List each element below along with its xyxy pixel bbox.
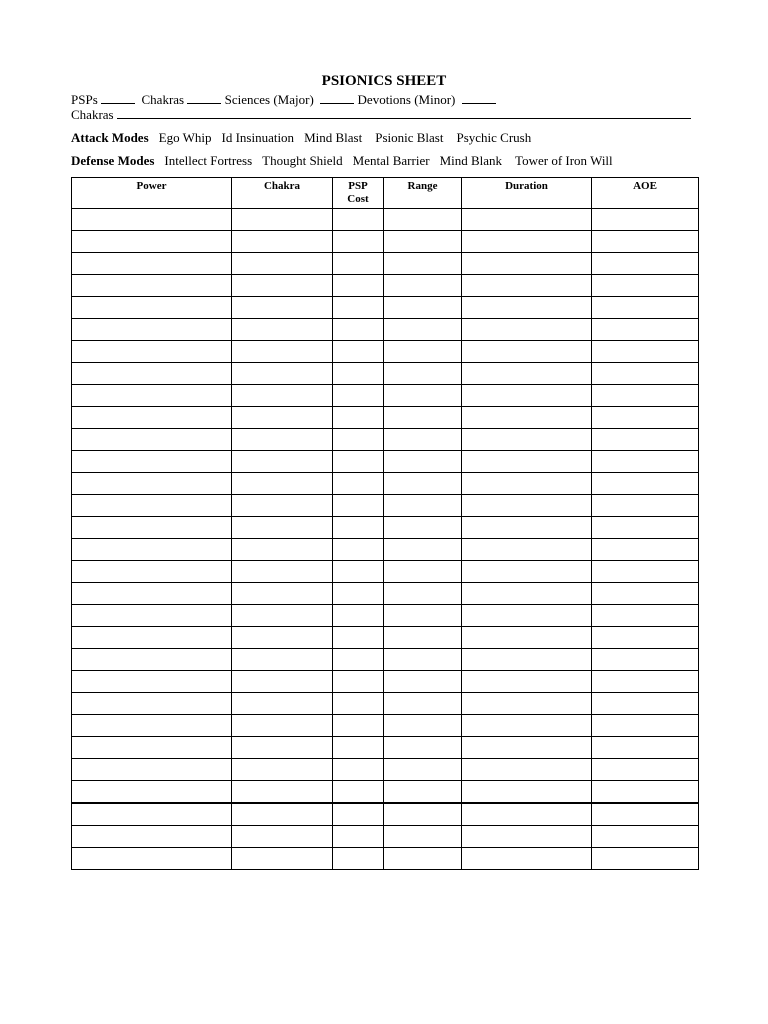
cell-range[interactable] — [384, 429, 462, 451]
cell-range[interactable] — [384, 848, 462, 870]
cell-duration[interactable] — [462, 826, 592, 848]
cell-duration[interactable] — [462, 848, 592, 870]
cell-range[interactable] — [384, 473, 462, 495]
cell-chakra[interactable] — [232, 275, 333, 297]
cell-psp-cost[interactable] — [333, 539, 384, 561]
defense-mode-item: Mental Barrier — [352, 153, 430, 168]
cell-range[interactable] — [384, 297, 462, 319]
table-row — [72, 561, 699, 583]
psps-label: PSPs — [71, 92, 98, 107]
cell-aoe[interactable] — [592, 363, 699, 385]
cell-chakra[interactable] — [232, 715, 333, 737]
cell-range[interactable] — [384, 539, 462, 561]
cell-psp-cost[interactable] — [333, 385, 384, 407]
cell-power[interactable] — [72, 715, 232, 737]
cell-duration[interactable] — [462, 253, 592, 275]
cell-duration[interactable] — [462, 473, 592, 495]
cell-duration[interactable] — [462, 605, 592, 627]
attack-mode-item: Psychic Crush — [456, 130, 532, 145]
cell-aoe[interactable] — [592, 627, 699, 649]
cell-aoe[interactable] — [592, 407, 699, 429]
table-row — [72, 209, 699, 231]
chakras-list-blank[interactable] — [117, 106, 691, 119]
table-row — [72, 319, 699, 341]
cell-chakra[interactable] — [232, 737, 333, 759]
defense-modes-label: Defense Modes — [71, 153, 155, 168]
page-title: PSIONICS SHEET — [321, 73, 447, 89]
cell-psp-cost[interactable] — [333, 759, 384, 781]
cell-duration[interactable] — [462, 649, 592, 671]
cell-power[interactable] — [72, 517, 232, 539]
attack-mode-item: Ego Whip — [158, 130, 212, 145]
cell-chakra[interactable] — [232, 209, 333, 231]
cell-psp-cost[interactable] — [333, 209, 384, 231]
cell-power[interactable] — [72, 451, 232, 473]
cell-chakra[interactable] — [232, 473, 333, 495]
cell-duration[interactable] — [462, 737, 592, 759]
cell-chakra[interactable] — [232, 539, 333, 561]
cell-power[interactable] — [72, 848, 232, 870]
cell-range[interactable] — [384, 803, 462, 826]
cell-chakra[interactable] — [232, 583, 333, 605]
cell-psp-cost[interactable] — [333, 517, 384, 539]
cell-psp-cost[interactable] — [333, 495, 384, 517]
cell-chakra[interactable] — [232, 517, 333, 539]
cell-psp-cost[interactable] — [333, 473, 384, 495]
cell-aoe[interactable] — [592, 231, 699, 253]
cell-range[interactable] — [384, 737, 462, 759]
table-row — [72, 407, 699, 429]
cell-range[interactable] — [384, 605, 462, 627]
cell-psp-cost[interactable] — [333, 341, 384, 363]
cell-range[interactable] — [384, 781, 462, 804]
cell-range[interactable] — [384, 209, 462, 231]
cell-power[interactable] — [72, 583, 232, 605]
cell-duration[interactable] — [462, 451, 592, 473]
cell-aoe[interactable] — [592, 781, 699, 804]
cell-psp-cost[interactable] — [333, 671, 384, 693]
cell-chakra[interactable] — [232, 319, 333, 341]
cell-range[interactable] — [384, 231, 462, 253]
cell-power[interactable] — [72, 561, 232, 583]
chakras-line — [71, 106, 691, 123]
table-row — [72, 848, 699, 870]
cell-chakra[interactable] — [232, 781, 333, 804]
cell-duration[interactable] — [462, 495, 592, 517]
attack-mode-item: Mind Blast — [304, 130, 363, 145]
cell-aoe[interactable] — [592, 671, 699, 693]
cell-chakra[interactable] — [232, 671, 333, 693]
cell-power[interactable] — [72, 473, 232, 495]
cell-chakra[interactable] — [232, 363, 333, 385]
cell-range[interactable] — [384, 671, 462, 693]
cell-power[interactable] — [72, 649, 232, 671]
cell-power[interactable] — [72, 605, 232, 627]
cell-chakra[interactable] — [232, 627, 333, 649]
header-power: Power — [72, 178, 232, 209]
cell-aoe[interactable] — [592, 341, 699, 363]
cell-psp-cost[interactable] — [333, 715, 384, 737]
cell-chakra[interactable] — [232, 561, 333, 583]
cell-aoe[interactable] — [592, 429, 699, 451]
cell-psp-cost[interactable] — [333, 848, 384, 870]
cell-aoe[interactable] — [592, 319, 699, 341]
cell-power[interactable] — [72, 275, 232, 297]
table-row — [72, 649, 699, 671]
table-row — [72, 341, 699, 363]
chakras-label: Chakras — [141, 92, 185, 107]
cell-psp-cost[interactable] — [333, 451, 384, 473]
chakras-line-label: Chakras — [71, 107, 114, 122]
cell-chakra[interactable] — [232, 451, 333, 473]
cell-range[interactable] — [384, 451, 462, 473]
cell-power[interactable] — [72, 363, 232, 385]
cell-range[interactable] — [384, 649, 462, 671]
table-row — [72, 253, 699, 275]
cell-power[interactable] — [72, 737, 232, 759]
cell-power[interactable] — [72, 803, 232, 826]
cell-power[interactable] — [72, 231, 232, 253]
cell-chakra[interactable] — [232, 341, 333, 363]
cell-psp-cost[interactable] — [333, 781, 384, 804]
cell-duration[interactable] — [462, 539, 592, 561]
cell-range[interactable] — [384, 253, 462, 275]
table-row — [72, 737, 699, 759]
cell-psp-cost[interactable] — [333, 649, 384, 671]
cell-aoe[interactable] — [592, 275, 699, 297]
table-row — [72, 803, 699, 826]
cell-aoe[interactable] — [592, 715, 699, 737]
cell-chakra[interactable] — [232, 605, 333, 627]
header-psp-cost — [333, 178, 384, 209]
header-range: Range — [384, 178, 462, 209]
cell-chakra[interactable] — [232, 848, 333, 870]
cell-range[interactable] — [384, 627, 462, 649]
cell-psp-cost[interactable] — [333, 407, 384, 429]
cell-chakra[interactable] — [232, 495, 333, 517]
table-row — [72, 539, 699, 561]
cell-aoe[interactable] — [592, 385, 699, 407]
cell-psp-cost[interactable] — [333, 561, 384, 583]
cell-aoe[interactable] — [592, 583, 699, 605]
sciences-label: Sciences (Major) — [224, 92, 314, 107]
cell-range[interactable] — [384, 363, 462, 385]
cell-aoe[interactable] — [592, 539, 699, 561]
attack-modes-line — [71, 130, 541, 146]
cell-psp-cost[interactable] — [333, 693, 384, 715]
cell-psp-cost[interactable] — [333, 826, 384, 848]
cell-aoe[interactable] — [592, 759, 699, 781]
table-row — [72, 517, 699, 539]
cell-psp-cost[interactable] — [333, 583, 384, 605]
table-row — [72, 231, 699, 253]
cell-aoe[interactable] — [592, 297, 699, 319]
cell-aoe[interactable] — [592, 209, 699, 231]
attack-mode-item: Psionic Blast — [375, 130, 444, 145]
cell-duration[interactable] — [462, 385, 592, 407]
cell-range[interactable] — [384, 715, 462, 737]
cell-aoe[interactable] — [592, 561, 699, 583]
cell-duration[interactable] — [462, 275, 592, 297]
defense-mode-item: Tower of Iron Will — [515, 153, 613, 168]
table-row — [72, 429, 699, 451]
cell-duration[interactable] — [462, 209, 592, 231]
table-row — [72, 671, 699, 693]
cell-aoe[interactable] — [592, 517, 699, 539]
cell-psp-cost[interactable] — [333, 319, 384, 341]
cell-power[interactable] — [72, 781, 232, 804]
table-row — [72, 627, 699, 649]
attack-mode-item: Id Insinuation — [221, 130, 295, 145]
cell-range[interactable] — [384, 517, 462, 539]
cell-range[interactable] — [384, 275, 462, 297]
sciences-blank[interactable] — [320, 91, 354, 104]
cell-psp-cost[interactable] — [333, 231, 384, 253]
cell-duration[interactable] — [462, 693, 592, 715]
table-row — [72, 385, 699, 407]
cell-psp-cost[interactable] — [333, 737, 384, 759]
cell-power[interactable] — [72, 319, 232, 341]
cell-chakra[interactable] — [232, 407, 333, 429]
defense-mode-item: Mind Blank — [439, 153, 503, 168]
cell-power[interactable] — [72, 671, 232, 693]
header-psp-line1: PSP — [348, 180, 368, 192]
devotions-blank[interactable] — [462, 91, 496, 104]
cell-power[interactable] — [72, 539, 232, 561]
cell-duration[interactable] — [462, 297, 592, 319]
cell-duration[interactable] — [462, 363, 592, 385]
cell-chakra[interactable] — [232, 231, 333, 253]
header-aoe: AOE — [592, 178, 699, 209]
cell-power[interactable] — [72, 759, 232, 781]
cell-power[interactable] — [72, 826, 232, 848]
cell-power[interactable] — [72, 693, 232, 715]
cell-duration[interactable] — [462, 231, 592, 253]
cell-range[interactable] — [384, 583, 462, 605]
psps-blank[interactable] — [101, 91, 135, 104]
cell-psp-cost[interactable] — [333, 627, 384, 649]
cell-chakra[interactable] — [232, 649, 333, 671]
cell-power[interactable] — [72, 627, 232, 649]
powers-table — [71, 177, 699, 870]
cell-aoe[interactable] — [592, 649, 699, 671]
cell-range[interactable] — [384, 693, 462, 715]
cell-range[interactable] — [384, 407, 462, 429]
cell-duration[interactable] — [462, 759, 592, 781]
header-psp-line2: Cost — [347, 193, 369, 205]
cell-psp-cost[interactable] — [333, 297, 384, 319]
chakras-count-blank[interactable] — [187, 91, 221, 104]
devotions-label: Devotions (Minor) — [357, 92, 456, 107]
table-row — [72, 715, 699, 737]
cell-chakra[interactable] — [232, 253, 333, 275]
cell-aoe[interactable] — [592, 605, 699, 627]
cell-chakra[interactable] — [232, 693, 333, 715]
header-duration: Duration — [462, 178, 592, 209]
cell-aoe[interactable] — [592, 451, 699, 473]
cell-psp-cost[interactable] — [333, 803, 384, 826]
cell-power[interactable] — [72, 407, 232, 429]
cell-duration[interactable] — [462, 319, 592, 341]
cell-aoe[interactable] — [592, 737, 699, 759]
table-row — [72, 781, 699, 804]
defense-modes-line — [71, 153, 623, 169]
cell-duration[interactable] — [462, 517, 592, 539]
powers-table-body — [72, 209, 699, 870]
cell-range[interactable] — [384, 826, 462, 848]
cell-range[interactable] — [384, 759, 462, 781]
cell-aoe[interactable] — [592, 473, 699, 495]
cell-aoe[interactable] — [592, 693, 699, 715]
table-row — [72, 451, 699, 473]
table-row — [72, 605, 699, 627]
cell-chakra[interactable] — [232, 759, 333, 781]
table-row — [72, 275, 699, 297]
cell-range[interactable] — [384, 495, 462, 517]
cell-aoe[interactable] — [592, 253, 699, 275]
cell-duration[interactable] — [462, 429, 592, 451]
cell-psp-cost[interactable] — [333, 363, 384, 385]
cell-duration[interactable] — [462, 627, 592, 649]
cell-power[interactable] — [72, 385, 232, 407]
cell-duration[interactable] — [462, 583, 592, 605]
cell-power[interactable] — [72, 297, 232, 319]
cell-duration[interactable] — [462, 671, 592, 693]
cell-range[interactable] — [384, 385, 462, 407]
cell-aoe[interactable] — [592, 803, 699, 826]
cell-chakra[interactable] — [232, 297, 333, 319]
cell-duration[interactable] — [462, 715, 592, 737]
table-row — [72, 693, 699, 715]
table-row — [72, 583, 699, 605]
cell-range[interactable] — [384, 561, 462, 583]
cell-power[interactable] — [72, 341, 232, 363]
table-row — [72, 297, 699, 319]
cell-duration[interactable] — [462, 781, 592, 804]
cell-psp-cost[interactable] — [333, 253, 384, 275]
table-row — [72, 473, 699, 495]
defense-mode-item: Intellect Fortress — [164, 153, 253, 168]
cell-chakra[interactable] — [232, 803, 333, 826]
attack-modes-label: Attack Modes — [71, 130, 149, 145]
cell-aoe[interactable] — [592, 826, 699, 848]
header-chakra: Chakra — [232, 178, 333, 209]
cell-aoe[interactable] — [592, 848, 699, 870]
cell-range[interactable] — [384, 319, 462, 341]
table-header-row — [72, 178, 699, 209]
cell-psp-cost[interactable] — [333, 605, 384, 627]
table-row — [72, 495, 699, 517]
cell-duration[interactable] — [462, 407, 592, 429]
cell-chakra[interactable] — [232, 385, 333, 407]
cell-chakra[interactable] — [232, 826, 333, 848]
cell-psp-cost[interactable] — [333, 275, 384, 297]
table-row — [72, 826, 699, 848]
cell-psp-cost[interactable] — [333, 429, 384, 451]
cell-chakra[interactable] — [232, 429, 333, 451]
cell-duration[interactable] — [462, 341, 592, 363]
cell-aoe[interactable] — [592, 495, 699, 517]
cell-duration[interactable] — [462, 803, 592, 826]
cell-range[interactable] — [384, 341, 462, 363]
cell-power[interactable] — [72, 495, 232, 517]
cell-power[interactable] — [72, 209, 232, 231]
table-row — [72, 363, 699, 385]
cell-power[interactable] — [72, 253, 232, 275]
table-row — [72, 759, 699, 781]
cell-duration[interactable] — [462, 561, 592, 583]
cell-power[interactable] — [72, 429, 232, 451]
defense-mode-item: Thought Shield — [262, 153, 343, 168]
